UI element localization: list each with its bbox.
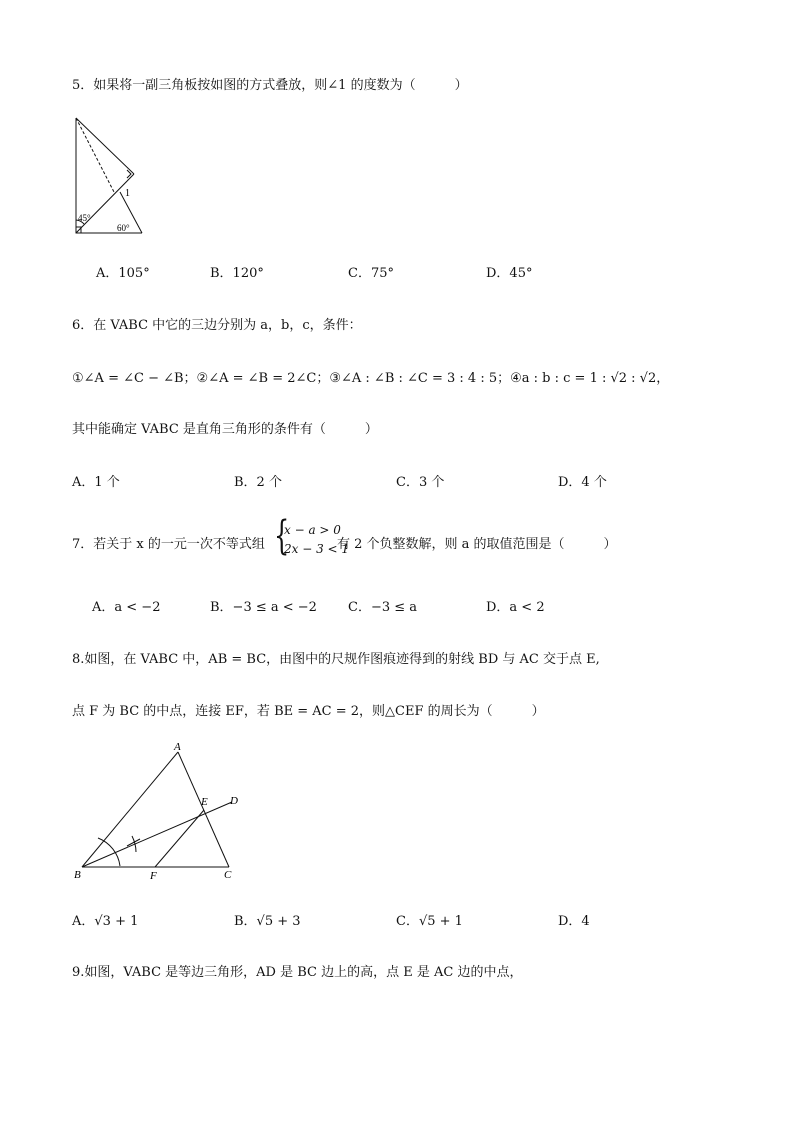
q8-stem-line1: 8.如图，在 VABC 中，AB = BC，由图中的尺规作图痕迹得到的射线 BD 与 AC 交于点 E,: [72, 652, 600, 667]
q5-stem: 5．如果将一副三角板按如图的方式叠放，则∠1 的度数为（ ）: [72, 78, 468, 93]
q8-side-ac: [178, 752, 229, 867]
q5-option-a[interactable]: A．105°: [96, 266, 150, 281]
q6-option-a[interactable]: A．1 个: [72, 475, 120, 490]
q5-angle-60-label: 60°: [117, 223, 130, 233]
q5-option-c[interactable]: C．75°: [348, 266, 394, 281]
q7-option-b[interactable]: B．−3 ≤ a < −2: [210, 600, 317, 615]
q5-figure: [70, 112, 150, 242]
q5-angle-1-label: 1: [125, 188, 130, 199]
q9-stem: 9.如图，VABC 是等边三角形，AD 是 BC 边上的高，点 E 是 AC 边的中点，: [72, 965, 523, 980]
q8-label-b: B: [74, 869, 81, 881]
q7-system-brace: {: [274, 513, 290, 559]
q7-system-line2: 2x − 3 < 1: [284, 542, 350, 556]
q6-option-b[interactable]: B．2 个: [234, 475, 282, 490]
q7-option-a[interactable]: A．a < −2: [92, 600, 161, 615]
q6-conditions: ①∠A = ∠C − ∠B；②∠A = ∠B = 2∠C；③∠A : ∠B : ∠C = 3 : 4 : 5；④a : b : c = 1 : √2 : √2，: [72, 371, 670, 386]
q8-stem-line2: 点 F 为 BC 的中点，连接 EF，若 BE = AC = 2，则△CEF 的周长为（ ）: [72, 704, 545, 719]
q5-45-hypotenuse: [76, 118, 134, 174]
q5-dashed-line: [76, 118, 114, 192]
q8-option-c[interactable]: C．√5 + 1: [396, 914, 463, 929]
q8-label-a: A: [174, 741, 181, 753]
q8-label-e: E: [201, 796, 208, 808]
q7-stem-after: 有 2 个负整数解，则 a 的取值范围是（ ）: [337, 537, 617, 552]
q6-stem: 6．在 VABC 中它的三边分别为 a，b，c，条件：: [72, 318, 362, 333]
q6-option-d[interactable]: D．4 个: [558, 475, 607, 490]
q6-option-c[interactable]: C．3 个: [396, 475, 445, 490]
q8-figure: [70, 740, 260, 885]
q8-side-ab: [82, 752, 178, 867]
q6-question: 其中能确定 VABC 是直角三角形的条件有（ ）: [72, 422, 378, 437]
q8-option-d[interactable]: D．4: [558, 914, 590, 929]
q7-stem-before: 7．若关于 x 的一元一次不等式组: [72, 537, 265, 552]
q7-option-c[interactable]: C．−3 ≤ a: [348, 600, 418, 615]
q8-ray-bd: [82, 802, 232, 867]
q5-angle-45-label: 45°: [78, 213, 91, 223]
q8-label-d: D: [230, 795, 238, 807]
q5-option-d[interactable]: D．45°: [486, 266, 533, 281]
q8-label-c: C: [224, 869, 232, 881]
q8-option-b[interactable]: B．√5 + 3: [234, 914, 301, 929]
q5-option-b[interactable]: B．120°: [210, 266, 264, 281]
q8-segment-ef: [155, 810, 204, 867]
q7-system-line1: x − a > 0: [284, 523, 341, 537]
q7-option-d[interactable]: D．a < 2: [486, 600, 545, 615]
q8-option-a[interactable]: A．√3 + 1: [72, 914, 139, 929]
q8-label-f: F: [150, 870, 157, 882]
